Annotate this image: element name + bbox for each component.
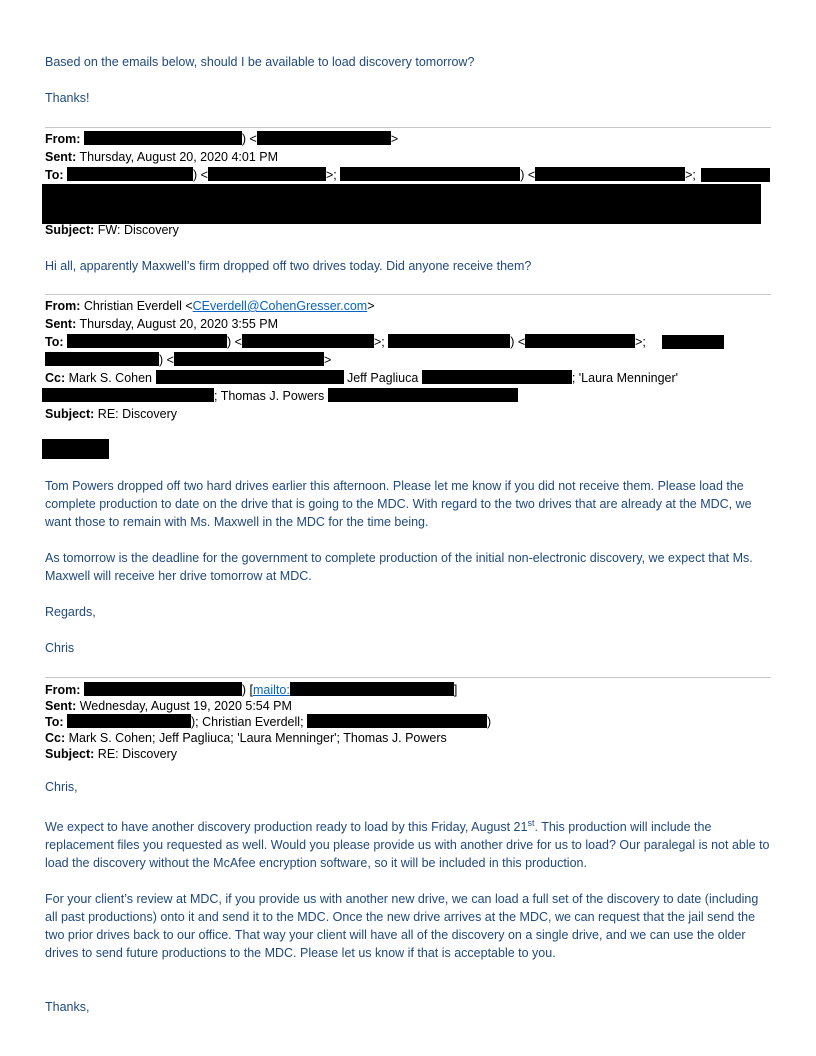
ordinal-suffix: st [527, 817, 535, 828]
redaction-box [67, 714, 191, 728]
sent-value: Wednesday, August 19, 2020 5:54 PM [79, 699, 292, 713]
email1-subject-line [45, 221, 773, 239]
sent-value: Thursday, August 20, 2020 4:01 PM [79, 150, 279, 164]
separator-text: ) [487, 715, 492, 729]
cc-recipient: ; 'Laura Menninger' [571, 371, 679, 385]
to-label: To: [45, 715, 64, 729]
to-label: To: [45, 335, 64, 349]
email3-greeting: Chris, [45, 780, 78, 794]
subject-value: RE: Discovery [97, 407, 177, 421]
email3-closing: Thanks, [45, 1000, 90, 1014]
redaction-box [340, 167, 520, 181]
separator-text: >; [685, 168, 696, 182]
cc-label: Cc: [45, 371, 66, 385]
email2-cc-line-cont [42, 387, 770, 405]
separator-text: ) < [193, 168, 208, 182]
separator-text: ) < [227, 335, 242, 349]
redaction-box [662, 335, 724, 349]
redaction-box [525, 334, 635, 348]
redaction-block [42, 184, 761, 224]
email1-body: Hi all, apparently Maxwell’s firm dropped off two drives today. Did anyone receive them? [45, 259, 532, 273]
from-email-link[interactable]: CEverdell@CohenGresser.com [192, 299, 368, 313]
email2-sent-line [45, 315, 773, 333]
separator-text: ) < [510, 335, 526, 349]
email2-to-line-cont [45, 351, 773, 369]
cc-recipient: Mark S. Cohen [68, 371, 153, 385]
from-label: From: [45, 299, 81, 313]
separator-text: >; [635, 335, 646, 349]
to-label: To: [45, 168, 64, 182]
separator-rule [45, 677, 771, 678]
cc-value: Mark S. Cohen; Jeff Pagliuca; 'Laura Menninger'; Thomas J. Powers [68, 731, 447, 745]
email1-from-line [45, 130, 773, 148]
redaction-box [156, 370, 344, 384]
cc-label: Cc: [45, 731, 66, 745]
cc-recipient: Jeff Pagliuca [346, 371, 419, 385]
separator-text: ) < [159, 353, 174, 367]
redaction-box [535, 167, 685, 181]
redaction-box [45, 352, 159, 366]
subject-label: Subject: [45, 223, 95, 237]
sent-value: Thursday, August 20, 2020 3:55 PM [79, 317, 279, 331]
email2-subject-line [45, 405, 773, 423]
subject-label: Subject: [45, 747, 95, 761]
email3-subject-line [45, 745, 773, 763]
redaction-box [67, 167, 193, 181]
separator-rule [45, 294, 771, 295]
subject-value: FW: Discovery [97, 223, 179, 237]
redaction-box [84, 682, 242, 696]
intro-thanks: Thanks! [45, 91, 90, 105]
redaction-box [290, 682, 454, 696]
email3-paragraph: For your client’s review at MDC, if you provide us with another new drive, we can load a full set of the discovery to date (including all past productions) onto it and send it to the MDC. Once the new drive arrives at the MDC, we can request that the jail send the two prior drives back to our office. That way your client will have all of the discovery on a single drive, and we can use the older drives to send future productions to the MDC. Please let us know if that is acceptable to you. [45, 892, 759, 960]
redaction-box [84, 131, 242, 145]
redaction-box [701, 168, 770, 182]
redaction-box [422, 370, 572, 384]
sent-label: Sent: [45, 150, 77, 164]
sent-label: Sent: [45, 699, 77, 713]
redaction-box [257, 131, 391, 145]
to-recipients: ); Christian Everdell; [191, 715, 308, 729]
redaction-box [208, 167, 326, 181]
separator-text: > [323, 353, 332, 367]
separator-text: ) < [520, 168, 536, 182]
separator-text: > [367, 299, 375, 313]
email2-from-line [45, 297, 773, 315]
email2-paragraph: Tom Powers dropped off two hard drives earlier this afternoon. Please let me know if you did not receive them. Please load the complete production to date on the drive that is going to the MDC. With regard to the two drives that are already at the MDC, we want those to remain with Ms. Maxwell in the MDC for the time being. [45, 479, 752, 529]
email2-cc-line [45, 369, 773, 387]
separator-text: ) < [241, 132, 257, 146]
cc-recipient: ; Thomas J. Powers [214, 389, 325, 403]
email2-signature: Chris [45, 641, 75, 655]
redaction-box [307, 714, 487, 728]
redaction-box [388, 334, 510, 348]
redaction-box [67, 334, 227, 348]
email2-regards: Regards, [45, 605, 96, 619]
from-label: From: [45, 132, 81, 146]
separator-text: >; [373, 335, 389, 349]
separator-text: >; [325, 168, 341, 182]
subject-value: RE: Discovery [97, 747, 177, 761]
email1-sent-line [45, 148, 773, 166]
paragraph-text: We expect to have another discovery production ready to load by this Friday, August 21 [45, 820, 528, 834]
redaction-box [42, 439, 109, 459]
from-label: From: [45, 683, 81, 697]
email1-to-line [45, 166, 773, 184]
intro-line: Based on the emails below, should I be available to load discovery tomorrow? [45, 55, 475, 69]
mailto-link[interactable]: mailto: [253, 683, 290, 697]
email3-paragraph [45, 818, 773, 872]
from-name: Christian Everdell < [83, 299, 193, 313]
redaction-box [174, 352, 324, 366]
separator-text: ] [453, 683, 458, 697]
subject-label: Subject: [45, 407, 95, 421]
separator-text: > [390, 132, 399, 146]
sent-label: Sent: [45, 317, 77, 331]
paragraph-text: . This production will include the replacement files you requested as well. Would you please provide us with another drive for us to load? Our paralegal is not able to load the discovery without the McAfee encryption software, so it will be included in this production. [45, 820, 770, 870]
redaction-box [42, 388, 214, 402]
separator-text: ) [ [241, 683, 254, 697]
email2-paragraph: As tomorrow is the deadline for the government to complete production of the initial non-electronic discovery, we expect that Ms. Maxwell will receive her drive tomorrow at MDC. [45, 551, 753, 583]
separator-rule [45, 127, 771, 128]
redaction-box [242, 334, 374, 348]
redaction-box [328, 388, 518, 402]
